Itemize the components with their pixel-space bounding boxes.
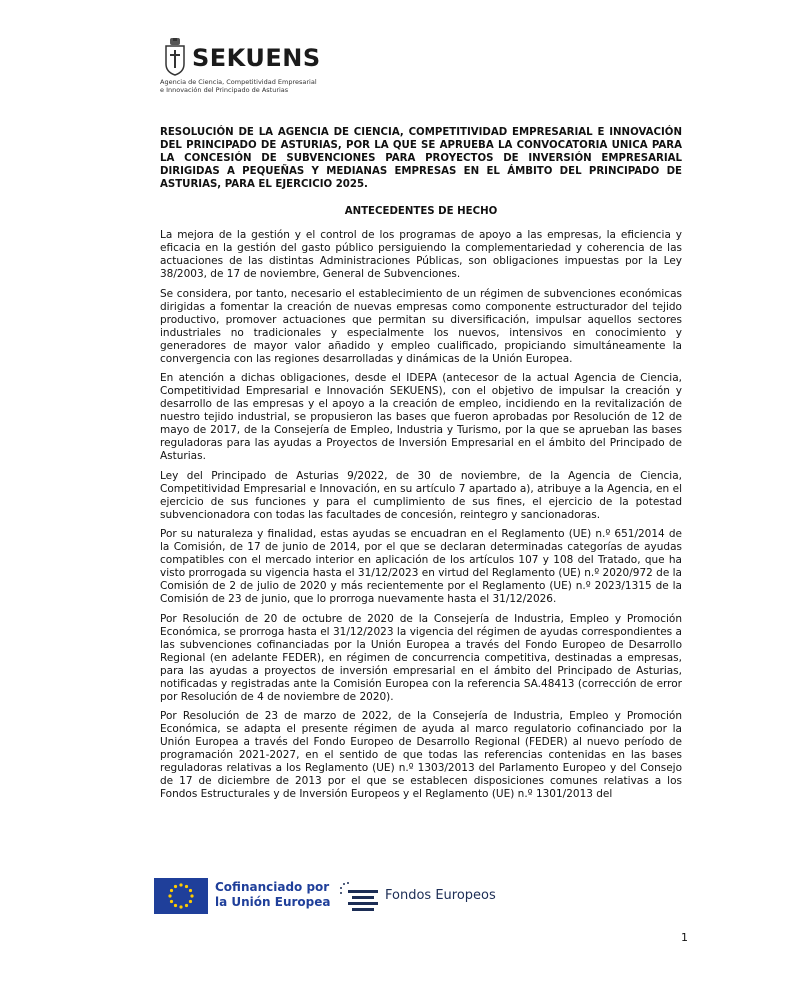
logo-subtitle-line: e Innovación del Principado de Asturias [160,86,289,94]
footer-logos [152,876,512,920]
fondos-europeos-icon [338,880,380,916]
eu-label-line: Cofinanciado por [215,880,330,894]
logo-wordmark: SEKUENS [192,44,321,72]
paragraph: Por Resolución de 23 de marzo de 2022, de la Consejería de Industria, Empleo y Promoción Económica, se adapta el presente régimen de ayuda al marco regulatorio cofinanciado por la Unión Europea a través del Fondo Europeo de Desarrollo Regional (FEDER) al nuevo período de programación 2021-2027, en el sentido de que todas las referencias contenidas en las bases reguladoras relativas a los Reglamento (UE) n.º 1303/2013 del Parlamento Europeo y del Consejo de 17 de diciembre de 2013 por el que se establecen disposiciones comunes relativas a los Fondos Estructurales y de Inversión Europeos y el Reglamento (UE) n.º 1301/2013 del [160,710,682,800]
paragraph: Por su naturaleza y finalidad, estas ayudas se encuadran en el Reglamento (UE) n.º 651/2014 de la Comisión, de 17 de junio de 2014, por el que se declaran determinadas categorías de ayudas compatibles con el mercado interior en aplicación de los artículos 107 y 108 del Tratado, que ha visto prorrogada su vigencia hasta el 31/12/2023 en virtud del Reglamento (UE) n.º 2020/972 de la Comisión de 2 de julio de 2020 y más recientemente por el Reglamento (UE) n.º 2023/1315 de la Comisión de 23 de junio, que lo prorroga nuevamente hasta el 31/12/2026. [160,528,682,605]
paragraph: Se considera, por tanto, necesario el establecimiento de un régimen de subvenciones económicas dirigidas a fomentar la creación de nuevas empresas como componente estructurador del tejido productivo, promover actuaciones que permitan su diversificación, impulsar aquellos sectores industriales no tradicionales y especialmente los nuevos, intensivos en conocimiento y generadores de mayor valor añadido y empleo cualificado, propiciando simultáneamente la convergencia con las regiones desarrolladas y dinámicas de la Unión Europea. [160,287,682,365]
logo-subtitle [160,78,317,94]
document-body [160,229,682,808]
document-title: RESOLUCIÓN DE LA AGENCIA DE CIENCIA, COMPETITIVIDAD EMPRESARIAL E INNOVACIÓN DEL PRINCIPADO DE ASTURIAS, POR LA QUE SE APRUEBA LA CONVOCATORIA UNICA PARA LA CONCESIÓN DE SUBVENCIONES PARA PROYECTOS DE INVERSIÓN EMPRESARIAL DIRIGIDAS A PEQUEÑAS Y MEDIANAS EMPRESAS EN EL ÁMBITO DEL PRINCIPADO DE ASTURIAS, PARA EL EJERCICIO 2025. [160,127,682,190]
eu-cofinanced-label [215,880,330,910]
eu-flag-icon [154,878,208,914]
paragraph: La mejora de la gestión y el control de los programas de apoyo a las empresas, la eficiencia y eficacia en la gestión del gasto público persiguiendo la complementariedad y coherencia de las actuaciones de las distintas Administraciones Públicas, son obligaciones impuestas por la Ley 38/2003, de 17 de noviembre, General de Subvenciones. [160,229,682,280]
page-number: 1 [681,931,688,944]
paragraph: Por Resolución de 20 de octubre de 2020 de la Consejería de Industria, Empleo y Promoción Económica, se prorroga hasta el 31/12/2023 la vigencia del régimen de ayudas correspondientes a las subvenciones cofinanciadas por la Unión Europea a través del Fondo Europeo de Desarrollo Regional (en adelante FEDER), en régimen de concurrencia competitiva, destinadas a empresas, para las ayudas a proyectos de inversión empresarial en el ámbito del Principado de Asturias, notificadas y registradas ante la Comisión Europea con la referencia SA.48413 (corrección de error por Resolución de 4 de noviembre de 2020). [160,612,682,703]
section-heading: ANTECEDENTES DE HECHO [344,206,498,217]
paragraph: En atención a dichas obligaciones, desde el IDEPA (antecesor de la actual Agencia de Ciencia, Competitividad Empresarial e Innovación SEKUENS), con el objetivo de impulsar la creación y desarrollo de las empresas y el apoyo a la creación de empleo, incidiendo en la revitalización de nuestro tejido industrial, se propusieron las bases que fueron aprobadas por Resolución de 12 de mayo de 2017, de la Consejería de Empleo, Industria y Turismo, por la que se aprueban las bases reguladoras para las ayudas a Proyectos de Inversión Empresarial en el ámbito del Principado de Asturias. [160,372,682,462]
header-logo [160,36,380,100]
logo-subtitle-line: Agencia de Ciencia, Competitividad Empresarial [160,78,317,86]
eu-label-line: la Unión Europea [215,895,331,909]
fondos-europeos-label: Fondos Europeos [385,888,496,903]
asturias-crest-icon [164,38,186,76]
paragraph: Ley del Principado de Asturias 9/2022, de 30 de noviembre, de la Agencia de Ciencia, Competitividad Empresarial e Innovación, en su artículo 7 apartado a), atribuye a la Agencia, en el ejercicio de sus funciones y para el cumplimiento de sus fines, el ejercicio de la potestad subvencionadora con todas las facultades de concesión, reintegro y sancionadoras. [160,469,682,521]
